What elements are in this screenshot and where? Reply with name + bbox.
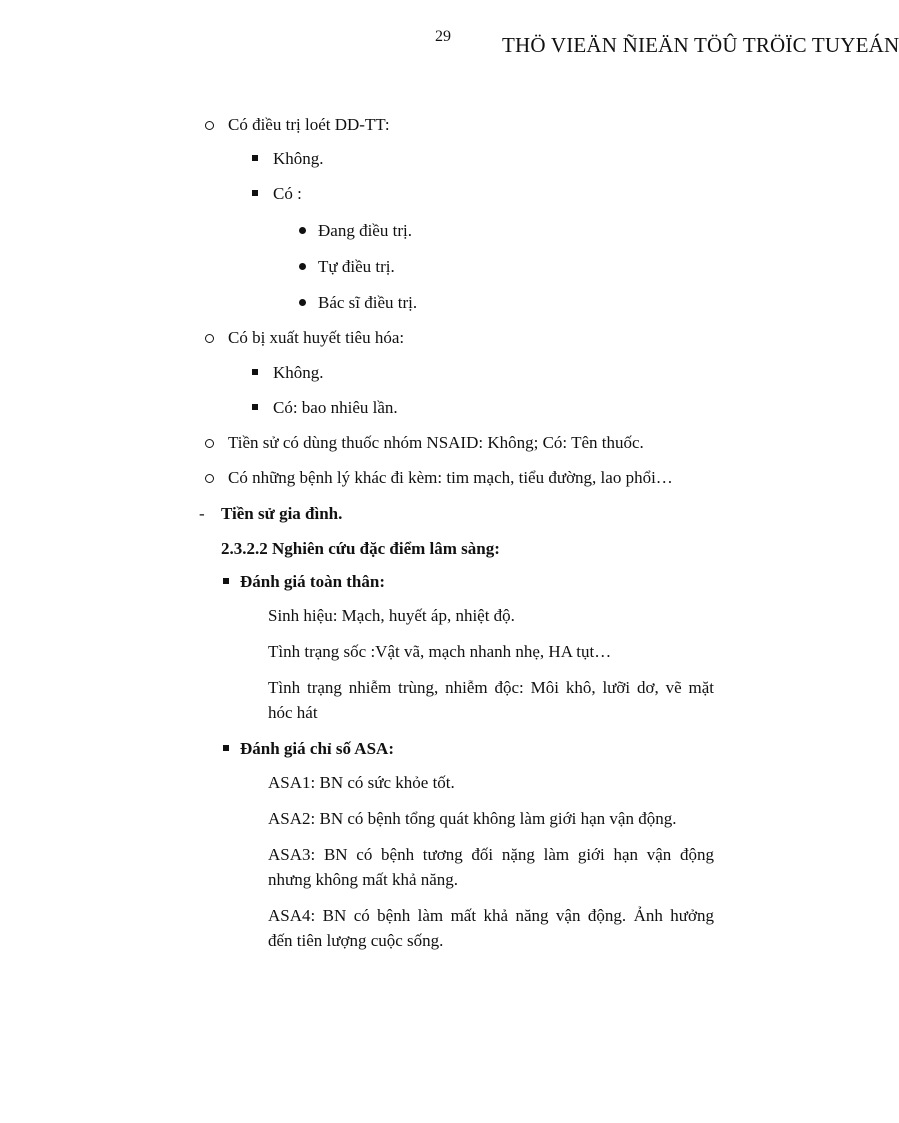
question-nsaid: Tiền sử có dùng thuốc nhóm NSAID: Không; Có: Tên thuốc. [228,433,644,452]
circle-bullet-icon [205,334,214,343]
dot-bullet-icon [299,299,306,306]
answer-no: Không. [273,149,324,168]
answer-yes-times: Có: bao nhiêu lần. [273,398,398,417]
infection-status-line2: hóc hát [268,703,318,722]
question-treatment: Có điều trị loét DD-TT: [228,115,390,134]
answer-yes: Có : [273,184,302,203]
option-in-treatment: Đang điều trị. [318,221,412,240]
asa-heading: Đánh giá chỉ số ASA: [240,739,394,758]
square-bullet-icon [223,578,229,584]
circle-bullet-icon [205,121,214,130]
asa4-line2: đến tiên lượng cuộc sống. [268,931,444,950]
library-watermark: THÖ VIEÄN ÑIEÄN TÖÛ TRÖÏC TUYEÁN [502,33,899,57]
option-doctor-treatment: Bác sĩ điều trị. [318,293,418,312]
circle-bullet-icon [205,474,214,483]
general-assessment-heading: Đánh giá toàn thân: [240,572,386,591]
shock-status: Tình trạng sốc :Vật vã, mạch nhanh nhẹ, HA tụt… [268,642,612,661]
square-bullet-icon [252,155,258,161]
square-bullet-icon [223,745,229,751]
vital-signs: Sinh hiệu: Mạch, huyết áp, nhiệt độ. [268,606,515,625]
asa1-item: ASA1: BN có sức khỏe tốt. [268,773,455,792]
dash-marker: - [199,504,205,523]
square-bullet-icon [252,404,258,410]
asa3-line2: nhưng không mất khả năng. [268,870,459,889]
option-self-treatment: Tự điều trị. [318,257,395,276]
family-history-heading: Tiền sử gia đình. [221,504,343,523]
question-bleeding: Có bị xuất huyết tiêu hóa: [228,328,405,347]
dot-bullet-icon [299,227,306,234]
asa2-item: ASA2: BN có bệnh tổng quát không làm giới hạn vận động. [268,809,677,828]
page-number: 29 [435,28,451,45]
infection-status-line1: Tình trạng nhiễm trùng, nhiễm độc: Môi khô, lưỡi dơ, vẽ mặt [268,678,714,697]
answer-no: Không. [273,363,324,382]
asa3-line1: ASA3: BN có bệnh tương đối nặng làm giới hạn vận động [268,845,714,864]
dot-bullet-icon [299,263,306,270]
square-bullet-icon [252,190,258,196]
question-comorbidities: Có những bệnh lý khác đi kèm: tim mạch, tiểu đường, lao phổi… [228,468,673,487]
circle-bullet-icon [205,439,214,448]
section-heading: 2.3.2.2 Nghiên cứu đặc điểm lâm sàng: [221,539,500,558]
asa4-line1: ASA4: BN có bệnh làm mất khả năng vận động. Ảnh hưởng [268,906,714,925]
square-bullet-icon [252,369,258,375]
